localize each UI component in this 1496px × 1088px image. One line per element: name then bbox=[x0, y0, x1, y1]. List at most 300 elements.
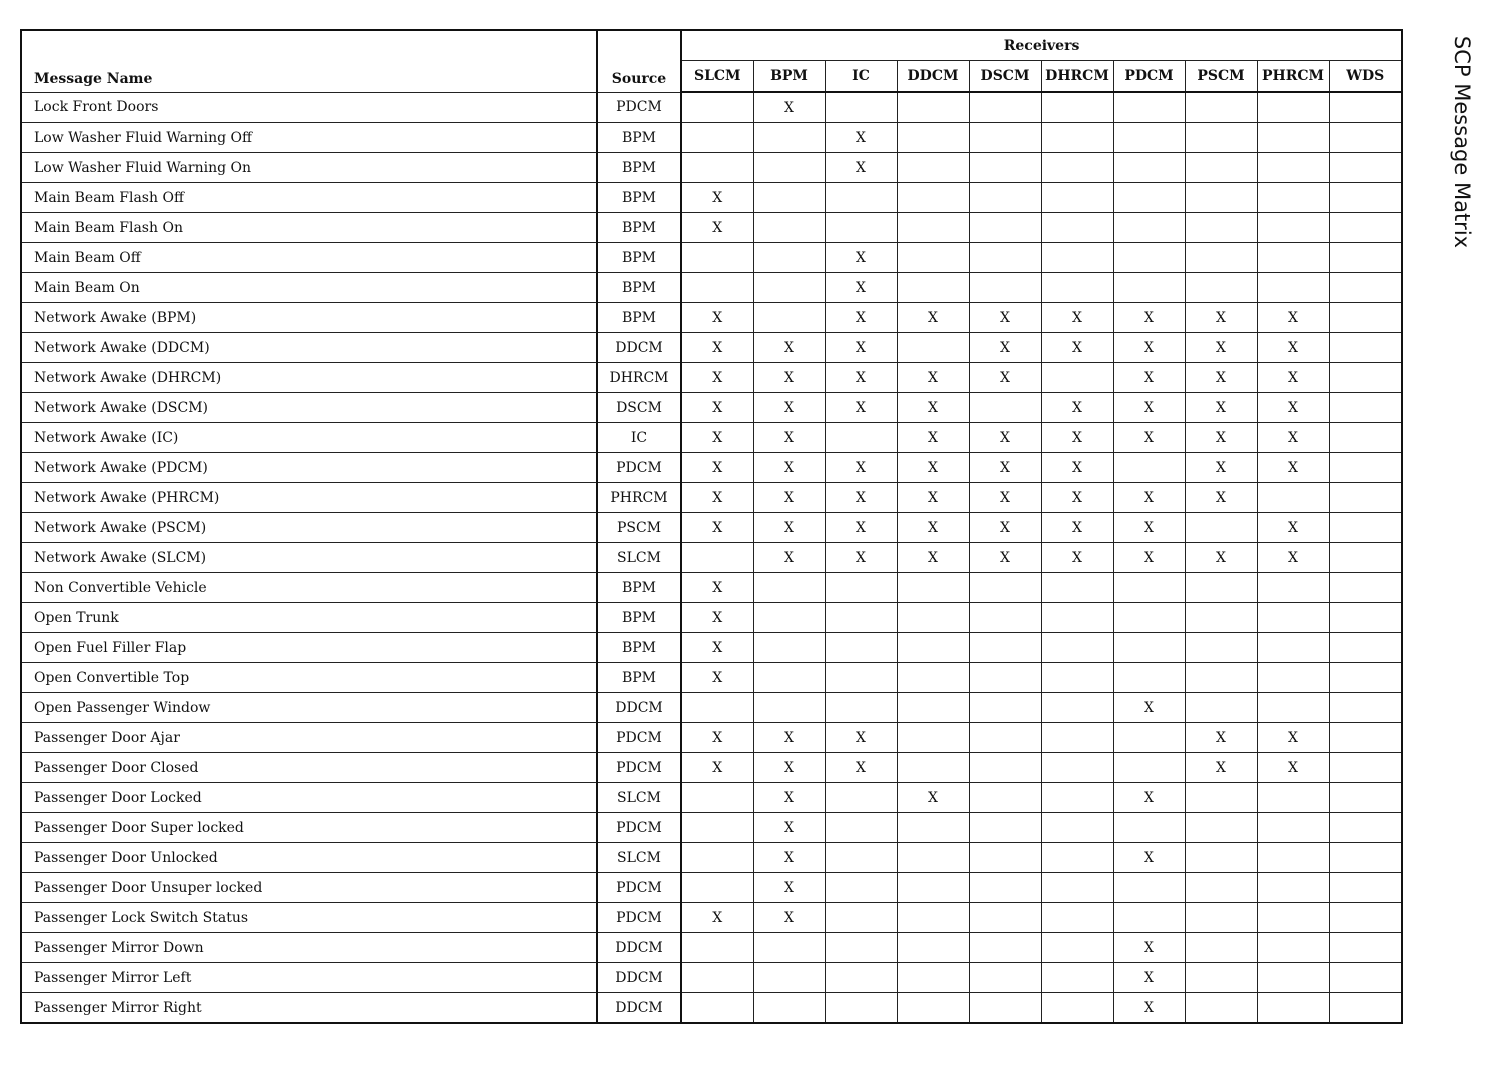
receiver-cell-bpm: X bbox=[753, 453, 825, 483]
receiver-cell-wds bbox=[1329, 243, 1402, 273]
receiver-cell-dhrcm: X bbox=[1041, 543, 1113, 573]
receiver-cell-slcm: X bbox=[681, 903, 753, 933]
table-row bbox=[21, 723, 1402, 753]
table-row bbox=[21, 753, 1402, 783]
receiver-cell-ic bbox=[825, 813, 897, 843]
receiver-cell-pdcm: X bbox=[1113, 393, 1185, 423]
table-row bbox=[21, 303, 1402, 333]
receiver-cell-bpm bbox=[753, 153, 825, 183]
receiver-header-slcm: SLCM bbox=[681, 61, 753, 93]
receiver-cell-phrcm bbox=[1257, 123, 1329, 153]
message-name-cell: Passenger Lock Switch Status bbox=[21, 903, 597, 933]
receiver-cell-slcm: X bbox=[681, 723, 753, 753]
receiver-cell-ddcm: X bbox=[897, 303, 969, 333]
message-name-cell: Network Awake (BPM) bbox=[21, 303, 597, 333]
receiver-cell-phrcm bbox=[1257, 573, 1329, 603]
receiver-cell-pscm: X bbox=[1185, 543, 1257, 573]
receiver-cell-dscm bbox=[969, 903, 1041, 933]
message-name-cell: Passenger Door Super locked bbox=[21, 813, 597, 843]
receiver-cell-dscm bbox=[969, 753, 1041, 783]
receiver-cell-wds bbox=[1329, 363, 1402, 393]
receiver-cell-wds bbox=[1329, 213, 1402, 243]
receiver-cell-slcm: X bbox=[681, 603, 753, 633]
receiver-cell-ddcm: X bbox=[897, 393, 969, 423]
source-cell: DHRCM bbox=[597, 363, 681, 393]
source-cell: SLCM bbox=[597, 783, 681, 813]
message-name-cell: Main Beam On bbox=[21, 273, 597, 303]
receiver-cell-dhrcm bbox=[1041, 873, 1113, 903]
receiver-cell-phrcm bbox=[1257, 843, 1329, 873]
receiver-cell-phrcm bbox=[1257, 873, 1329, 903]
receiver-cell-dhrcm: X bbox=[1041, 333, 1113, 363]
receiver-cell-bpm: X bbox=[753, 483, 825, 513]
receiver-cell-ic bbox=[825, 573, 897, 603]
receiver-cell-dhrcm bbox=[1041, 573, 1113, 603]
receiver-cell-bpm bbox=[753, 573, 825, 603]
receiver-cell-pdcm: X bbox=[1113, 843, 1185, 873]
receiver-cell-pdcm bbox=[1113, 213, 1185, 243]
receiver-cell-bpm: X bbox=[753, 363, 825, 393]
receiver-cell-bpm bbox=[753, 603, 825, 633]
table-row bbox=[21, 423, 1402, 453]
receiver-cell-dscm bbox=[969, 573, 1041, 603]
receiver-cell-dscm bbox=[969, 933, 1041, 963]
receiver-cell-bpm: X bbox=[753, 813, 825, 843]
receiver-cell-phrcm: X bbox=[1257, 543, 1329, 573]
receiver-cell-phrcm bbox=[1257, 663, 1329, 693]
receiver-cell-phrcm bbox=[1257, 993, 1329, 1024]
receiver-cell-wds bbox=[1329, 873, 1402, 903]
receiver-cell-bpm: X bbox=[753, 423, 825, 453]
message-name-cell: Passenger Door Ajar bbox=[21, 723, 597, 753]
receiver-cell-dhrcm bbox=[1041, 633, 1113, 663]
receiver-cell-bpm: X bbox=[753, 873, 825, 903]
table-row bbox=[21, 693, 1402, 723]
source-cell: PHRCM bbox=[597, 483, 681, 513]
receiver-cell-slcm bbox=[681, 873, 753, 903]
receiver-cell-wds bbox=[1329, 92, 1402, 123]
source-cell: BPM bbox=[597, 243, 681, 273]
receiver-cell-slcm: X bbox=[681, 333, 753, 363]
message-name-cell: Lock Front Doors bbox=[21, 92, 597, 123]
receiver-cell-ddcm: X bbox=[897, 783, 969, 813]
receiver-cell-wds bbox=[1329, 423, 1402, 453]
receiver-cell-pdcm bbox=[1113, 873, 1185, 903]
receiver-header-pscm: PSCM bbox=[1185, 61, 1257, 93]
receiver-cell-pscm: X bbox=[1185, 333, 1257, 363]
message-name-cell: Network Awake (PSCM) bbox=[21, 513, 597, 543]
source-cell: BPM bbox=[597, 123, 681, 153]
table-row bbox=[21, 783, 1402, 813]
receiver-cell-slcm: X bbox=[681, 753, 753, 783]
receiver-cell-pdcm bbox=[1113, 183, 1185, 213]
receiver-cell-dscm: X bbox=[969, 513, 1041, 543]
receiver-cell-bpm bbox=[753, 993, 825, 1024]
receiver-cell-pscm: X bbox=[1185, 303, 1257, 333]
receiver-cell-dhrcm bbox=[1041, 213, 1113, 243]
receiver-cell-pdcm bbox=[1113, 813, 1185, 843]
receiver-cell-dhrcm bbox=[1041, 693, 1113, 723]
receiver-cell-dscm bbox=[969, 92, 1041, 123]
receiver-cell-pdcm: X bbox=[1113, 483, 1185, 513]
receiver-cell-pscm bbox=[1185, 903, 1257, 933]
receiver-cell-dhrcm: X bbox=[1041, 453, 1113, 483]
receiver-cell-pscm bbox=[1185, 273, 1257, 303]
source-cell: DDCM bbox=[597, 963, 681, 993]
receiver-cell-slcm: X bbox=[681, 573, 753, 603]
receiver-cell-ddcm bbox=[897, 723, 969, 753]
receiver-cell-dscm bbox=[969, 393, 1041, 423]
receiver-cell-wds bbox=[1329, 783, 1402, 813]
receiver-cell-bpm bbox=[753, 183, 825, 213]
table-row bbox=[21, 243, 1402, 273]
receiver-cell-dhrcm: X bbox=[1041, 483, 1113, 513]
receiver-cell-wds bbox=[1329, 123, 1402, 153]
receiver-cell-slcm bbox=[681, 123, 753, 153]
source-cell: BPM bbox=[597, 303, 681, 333]
receiver-cell-slcm: X bbox=[681, 213, 753, 243]
receiver-cell-dscm bbox=[969, 813, 1041, 843]
source-cell: BPM bbox=[597, 213, 681, 243]
receiver-cell-dhrcm bbox=[1041, 243, 1113, 273]
receiver-cell-wds bbox=[1329, 843, 1402, 873]
table-row bbox=[21, 543, 1402, 573]
receiver-cell-wds bbox=[1329, 303, 1402, 333]
receiver-cell-pscm bbox=[1185, 873, 1257, 903]
receiver-cell-dhrcm: X bbox=[1041, 513, 1113, 543]
receiver-cell-pscm bbox=[1185, 933, 1257, 963]
table-body bbox=[21, 92, 1402, 1023]
receiver-cell-pscm bbox=[1185, 213, 1257, 243]
source-cell: SLCM bbox=[597, 843, 681, 873]
receiver-header-ddcm: DDCM bbox=[897, 61, 969, 93]
receiver-cell-wds bbox=[1329, 813, 1402, 843]
receiver-cell-pdcm: X bbox=[1113, 693, 1185, 723]
table-row bbox=[21, 273, 1402, 303]
receiver-cell-ddcm bbox=[897, 573, 969, 603]
receiver-cell-wds bbox=[1329, 483, 1402, 513]
receiver-cell-slcm bbox=[681, 243, 753, 273]
table-row bbox=[21, 123, 1402, 153]
table-row bbox=[21, 153, 1402, 183]
table-row bbox=[21, 633, 1402, 663]
receiver-cell-pscm bbox=[1185, 993, 1257, 1024]
receiver-cell-dscm: X bbox=[969, 543, 1041, 573]
receiver-cell-pdcm: X bbox=[1113, 363, 1185, 393]
receiver-cell-pscm bbox=[1185, 963, 1257, 993]
table-row bbox=[21, 573, 1402, 603]
receiver-header-phrcm: PHRCM bbox=[1257, 61, 1329, 93]
receiver-cell-ic bbox=[825, 92, 897, 123]
receiver-cell-dscm: X bbox=[969, 303, 1041, 333]
table-row bbox=[21, 993, 1402, 1024]
receiver-cell-phrcm bbox=[1257, 933, 1329, 963]
receiver-cell-bpm bbox=[753, 633, 825, 663]
receiver-cell-dhrcm bbox=[1041, 813, 1113, 843]
receiver-cell-pscm bbox=[1185, 183, 1257, 213]
receiver-cell-slcm: X bbox=[681, 303, 753, 333]
receiver-cell-dscm bbox=[969, 603, 1041, 633]
receiver-cell-phrcm: X bbox=[1257, 453, 1329, 483]
receiver-cell-pdcm bbox=[1113, 753, 1185, 783]
receiver-cell-bpm bbox=[753, 303, 825, 333]
receiver-cell-ddcm bbox=[897, 243, 969, 273]
receiver-cell-dhrcm bbox=[1041, 933, 1113, 963]
message-name-cell: Main Beam Flash Off bbox=[21, 183, 597, 213]
receiver-cell-dscm bbox=[969, 153, 1041, 183]
receiver-cell-pdcm bbox=[1113, 123, 1185, 153]
receiver-cell-phrcm bbox=[1257, 153, 1329, 183]
message-name-cell: Main Beam Flash On bbox=[21, 213, 597, 243]
receiver-cell-ic bbox=[825, 963, 897, 993]
receiver-cell-phrcm bbox=[1257, 633, 1329, 663]
receiver-cell-ic: X bbox=[825, 363, 897, 393]
receiver-cell-pdcm: X bbox=[1113, 513, 1185, 543]
receiver-cell-ic bbox=[825, 993, 897, 1024]
receiver-cell-phrcm bbox=[1257, 92, 1329, 123]
receiver-cell-phrcm: X bbox=[1257, 393, 1329, 423]
receiver-cell-dhrcm bbox=[1041, 753, 1113, 783]
receiver-cell-ic: X bbox=[825, 483, 897, 513]
table-row bbox=[21, 933, 1402, 963]
message-matrix-table bbox=[20, 29, 1403, 1024]
receiver-cell-pdcm: X bbox=[1113, 543, 1185, 573]
receiver-cell-phrcm: X bbox=[1257, 423, 1329, 453]
receiver-cell-pdcm bbox=[1113, 92, 1185, 123]
receiver-cell-slcm bbox=[681, 543, 753, 573]
message-name-header: Message Name bbox=[21, 30, 597, 92]
receiver-cell-ddcm bbox=[897, 213, 969, 243]
source-cell: PDCM bbox=[597, 92, 681, 123]
source-cell: BPM bbox=[597, 183, 681, 213]
message-name-cell: Passenger Door Closed bbox=[21, 753, 597, 783]
receiver-cell-phrcm: X bbox=[1257, 363, 1329, 393]
receiver-cell-wds bbox=[1329, 603, 1402, 633]
receiver-cell-ic bbox=[825, 903, 897, 933]
source-cell: BPM bbox=[597, 573, 681, 603]
receiver-cell-dhrcm bbox=[1041, 183, 1113, 213]
source-cell: DSCM bbox=[597, 393, 681, 423]
receiver-cell-dscm bbox=[969, 993, 1041, 1024]
receiver-cell-ic: X bbox=[825, 123, 897, 153]
receiver-cell-slcm: X bbox=[681, 393, 753, 423]
table-row bbox=[21, 183, 1402, 213]
receiver-cell-ddcm: X bbox=[897, 423, 969, 453]
receiver-cell-ic bbox=[825, 843, 897, 873]
receiver-cell-slcm: X bbox=[681, 663, 753, 693]
source-cell: DDCM bbox=[597, 933, 681, 963]
receiver-cell-pscm bbox=[1185, 783, 1257, 813]
receiver-cell-slcm: X bbox=[681, 513, 753, 543]
receiver-cell-ddcm bbox=[897, 813, 969, 843]
source-cell: IC bbox=[597, 423, 681, 453]
receiver-cell-ddcm bbox=[897, 333, 969, 363]
table-row bbox=[21, 873, 1402, 903]
receiver-cell-ddcm bbox=[897, 933, 969, 963]
table-header bbox=[21, 30, 1402, 92]
receiver-cell-pscm: X bbox=[1185, 483, 1257, 513]
receiver-cell-pscm bbox=[1185, 573, 1257, 603]
receiver-cell-dhrcm bbox=[1041, 92, 1113, 123]
receiver-cell-ic: X bbox=[825, 153, 897, 183]
receiver-cell-pdcm bbox=[1113, 573, 1185, 603]
receiver-cell-dscm: X bbox=[969, 333, 1041, 363]
receiver-header-dscm: DSCM bbox=[969, 61, 1041, 93]
receiver-cell-ddcm bbox=[897, 963, 969, 993]
table-row bbox=[21, 603, 1402, 633]
receiver-cell-dscm: X bbox=[969, 453, 1041, 483]
receiver-cell-slcm: X bbox=[681, 423, 753, 453]
receiver-cell-ic: X bbox=[825, 723, 897, 753]
source-cell: DDCM bbox=[597, 333, 681, 363]
receiver-cell-pscm bbox=[1185, 153, 1257, 183]
receiver-cell-slcm bbox=[681, 933, 753, 963]
message-name-cell: Passenger Door Locked bbox=[21, 783, 597, 813]
receiver-cell-ddcm bbox=[897, 693, 969, 723]
receiver-cell-wds bbox=[1329, 393, 1402, 423]
source-cell: BPM bbox=[597, 273, 681, 303]
message-name-cell: Passenger Mirror Right bbox=[21, 993, 597, 1024]
receiver-cell-pscm bbox=[1185, 123, 1257, 153]
receiver-cell-pscm bbox=[1185, 603, 1257, 633]
receiver-cell-ddcm: X bbox=[897, 453, 969, 483]
receiver-cell-pdcm bbox=[1113, 273, 1185, 303]
receiver-cell-pdcm: X bbox=[1113, 783, 1185, 813]
source-cell: PDCM bbox=[597, 813, 681, 843]
table-row bbox=[21, 813, 1402, 843]
receiver-cell-ic: X bbox=[825, 393, 897, 423]
source-cell: BPM bbox=[597, 153, 681, 183]
receiver-header-ic: IC bbox=[825, 61, 897, 93]
table-row bbox=[21, 663, 1402, 693]
message-name-cell: Open Fuel Filler Flap bbox=[21, 633, 597, 663]
receiver-cell-slcm: X bbox=[681, 483, 753, 513]
receiver-cell-wds bbox=[1329, 903, 1402, 933]
source-cell: PDCM bbox=[597, 723, 681, 753]
receiver-cell-dscm bbox=[969, 873, 1041, 903]
message-name-cell: Passenger Door Unsuper locked bbox=[21, 873, 597, 903]
receiver-cell-wds bbox=[1329, 543, 1402, 573]
receiver-cell-ic bbox=[825, 603, 897, 633]
receiver-cell-slcm bbox=[681, 963, 753, 993]
receiver-cell-bpm: X bbox=[753, 333, 825, 363]
receiver-cell-ddcm bbox=[897, 843, 969, 873]
receiver-cell-ddcm bbox=[897, 633, 969, 663]
receiver-cell-ic bbox=[825, 783, 897, 813]
receiver-cell-bpm bbox=[753, 963, 825, 993]
receiver-cell-ddcm bbox=[897, 273, 969, 303]
receiver-cell-dhrcm bbox=[1041, 963, 1113, 993]
receiver-header-bpm: BPM bbox=[753, 61, 825, 93]
receiver-cell-slcm: X bbox=[681, 183, 753, 213]
message-name-cell: Network Awake (DSCM) bbox=[21, 393, 597, 423]
receiver-header-wds: WDS bbox=[1329, 61, 1402, 93]
receiver-cell-slcm bbox=[681, 813, 753, 843]
receivers-group-header: Receivers bbox=[681, 30, 1402, 61]
table-row bbox=[21, 92, 1402, 123]
table-row bbox=[21, 963, 1402, 993]
receiver-cell-phrcm bbox=[1257, 483, 1329, 513]
receiver-cell-wds bbox=[1329, 693, 1402, 723]
receiver-cell-wds bbox=[1329, 993, 1402, 1024]
receiver-cell-pscm bbox=[1185, 843, 1257, 873]
receiver-cell-ddcm bbox=[897, 993, 969, 1024]
receiver-cell-pdcm: X bbox=[1113, 303, 1185, 333]
source-cell: DDCM bbox=[597, 993, 681, 1024]
receiver-cell-phrcm: X bbox=[1257, 513, 1329, 543]
receiver-cell-dhrcm: X bbox=[1041, 393, 1113, 423]
receiver-cell-pscm bbox=[1185, 693, 1257, 723]
receiver-cell-ddcm bbox=[897, 123, 969, 153]
receiver-cell-bpm: X bbox=[753, 843, 825, 873]
receiver-cell-pscm bbox=[1185, 243, 1257, 273]
receiver-cell-ic bbox=[825, 213, 897, 243]
receiver-cell-ic: X bbox=[825, 513, 897, 543]
receiver-cell-ic: X bbox=[825, 753, 897, 783]
table-row bbox=[21, 513, 1402, 543]
message-name-cell: Open Passenger Window bbox=[21, 693, 597, 723]
receiver-cell-dhrcm bbox=[1041, 783, 1113, 813]
receiver-cell-phrcm bbox=[1257, 903, 1329, 933]
table-row bbox=[21, 903, 1402, 933]
receiver-cell-phrcm bbox=[1257, 213, 1329, 243]
receiver-cell-ic bbox=[825, 423, 897, 453]
receiver-cell-phrcm bbox=[1257, 813, 1329, 843]
receiver-cell-dscm bbox=[969, 783, 1041, 813]
source-cell: PDCM bbox=[597, 873, 681, 903]
receiver-cell-phrcm bbox=[1257, 963, 1329, 993]
receiver-cell-ddcm bbox=[897, 183, 969, 213]
receiver-cell-phrcm bbox=[1257, 273, 1329, 303]
receiver-cell-dscm bbox=[969, 213, 1041, 243]
receiver-cell-phrcm: X bbox=[1257, 753, 1329, 783]
message-name-cell: Network Awake (PHRCM) bbox=[21, 483, 597, 513]
receiver-cell-ic: X bbox=[825, 453, 897, 483]
receiver-cell-pdcm: X bbox=[1113, 963, 1185, 993]
receiver-cell-ic: X bbox=[825, 543, 897, 573]
message-name-cell: Network Awake (DHRCM) bbox=[21, 363, 597, 393]
receiver-cell-wds bbox=[1329, 963, 1402, 993]
receiver-cell-dscm bbox=[969, 663, 1041, 693]
receiver-cell-pdcm bbox=[1113, 453, 1185, 483]
receiver-cell-bpm bbox=[753, 243, 825, 273]
receiver-cell-dscm bbox=[969, 273, 1041, 303]
receiver-cell-dhrcm bbox=[1041, 123, 1113, 153]
receiver-cell-ddcm bbox=[897, 903, 969, 933]
receiver-cell-wds bbox=[1329, 723, 1402, 753]
message-name-cell: Non Convertible Vehicle bbox=[21, 573, 597, 603]
receiver-cell-dscm: X bbox=[969, 363, 1041, 393]
receiver-cell-ddcm: X bbox=[897, 483, 969, 513]
message-name-cell: Network Awake (IC) bbox=[21, 423, 597, 453]
receiver-cell-wds bbox=[1329, 333, 1402, 363]
receiver-cell-pscm: X bbox=[1185, 453, 1257, 483]
receiver-cell-ic bbox=[825, 873, 897, 903]
receiver-cell-wds bbox=[1329, 933, 1402, 963]
receiver-cell-wds bbox=[1329, 273, 1402, 303]
receiver-cell-dscm bbox=[969, 633, 1041, 663]
receiver-cell-dscm bbox=[969, 183, 1041, 213]
receiver-cell-phrcm: X bbox=[1257, 303, 1329, 333]
message-name-cell: Passenger Mirror Down bbox=[21, 933, 597, 963]
receiver-cell-pscm bbox=[1185, 513, 1257, 543]
receiver-cell-ddcm bbox=[897, 92, 969, 123]
receiver-cell-bpm bbox=[753, 213, 825, 243]
receiver-cell-wds bbox=[1329, 183, 1402, 213]
receiver-cell-slcm bbox=[681, 993, 753, 1024]
source-cell: BPM bbox=[597, 633, 681, 663]
receiver-cell-wds bbox=[1329, 453, 1402, 483]
